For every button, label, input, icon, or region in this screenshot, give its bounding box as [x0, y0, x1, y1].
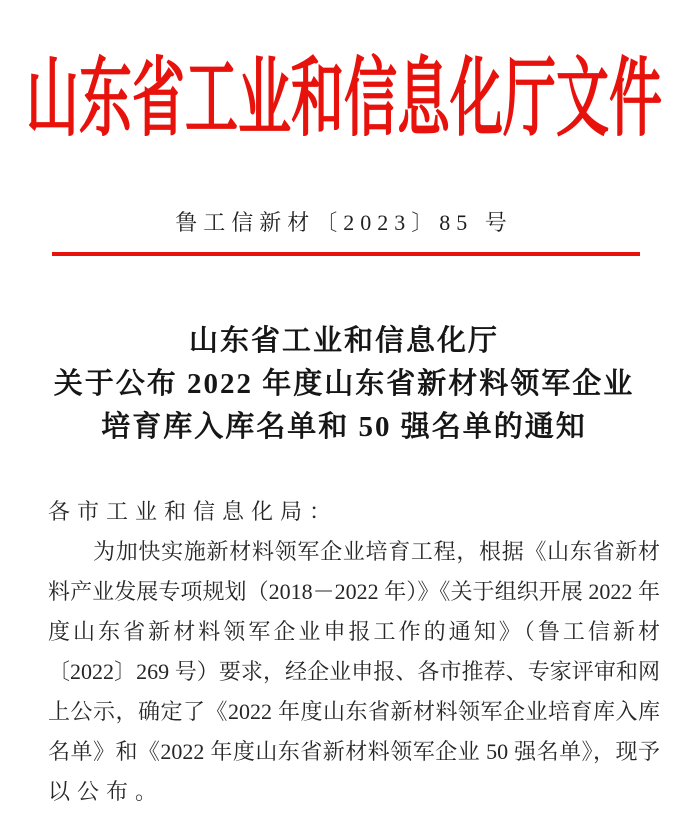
document-title-line-1: 山东省工业和信息化厅	[188, 325, 499, 357]
document-title-line-3: 培育库入库名单和 50 强名单的通知	[101, 411, 587, 443]
salutation-line: 各市工业和信息化局：	[48, 499, 339, 524]
body-line: 上公示，确定了《2022 年度山东省新材料领军企业培育库入库	[48, 699, 660, 724]
body-line: 料产业发展专项规划（2018－2022 年）》《关于组织开展 2022 年	[48, 579, 660, 604]
document-title-line-2: 关于公布 2022 年度山东省新材料领军企业	[53, 368, 635, 400]
body-line: 〔2022〕269 号）要求，经企业申报、各市推荐、专家评审和网	[48, 659, 660, 684]
document-masthead: 山东省工业和信息化厅文件	[26, 53, 662, 147]
body-line: 度山东省新材料领军企业申报工作的通知》（鲁工信新材	[48, 619, 660, 644]
document-title	[0, 320, 688, 449]
body-line: 为加快实施新材料领军企业培育工程，根据《山东省新材	[93, 539, 660, 564]
body-line: 名单》和《2022 年度山东省新材料领军企业 50 强名单》，现予	[48, 739, 660, 764]
body-line-closing: 以公布。	[48, 779, 165, 804]
document-number: 鲁工信新材〔2023〕85 号	[175, 210, 513, 235]
red-divider-line	[52, 252, 640, 256]
document-body	[48, 492, 660, 812]
